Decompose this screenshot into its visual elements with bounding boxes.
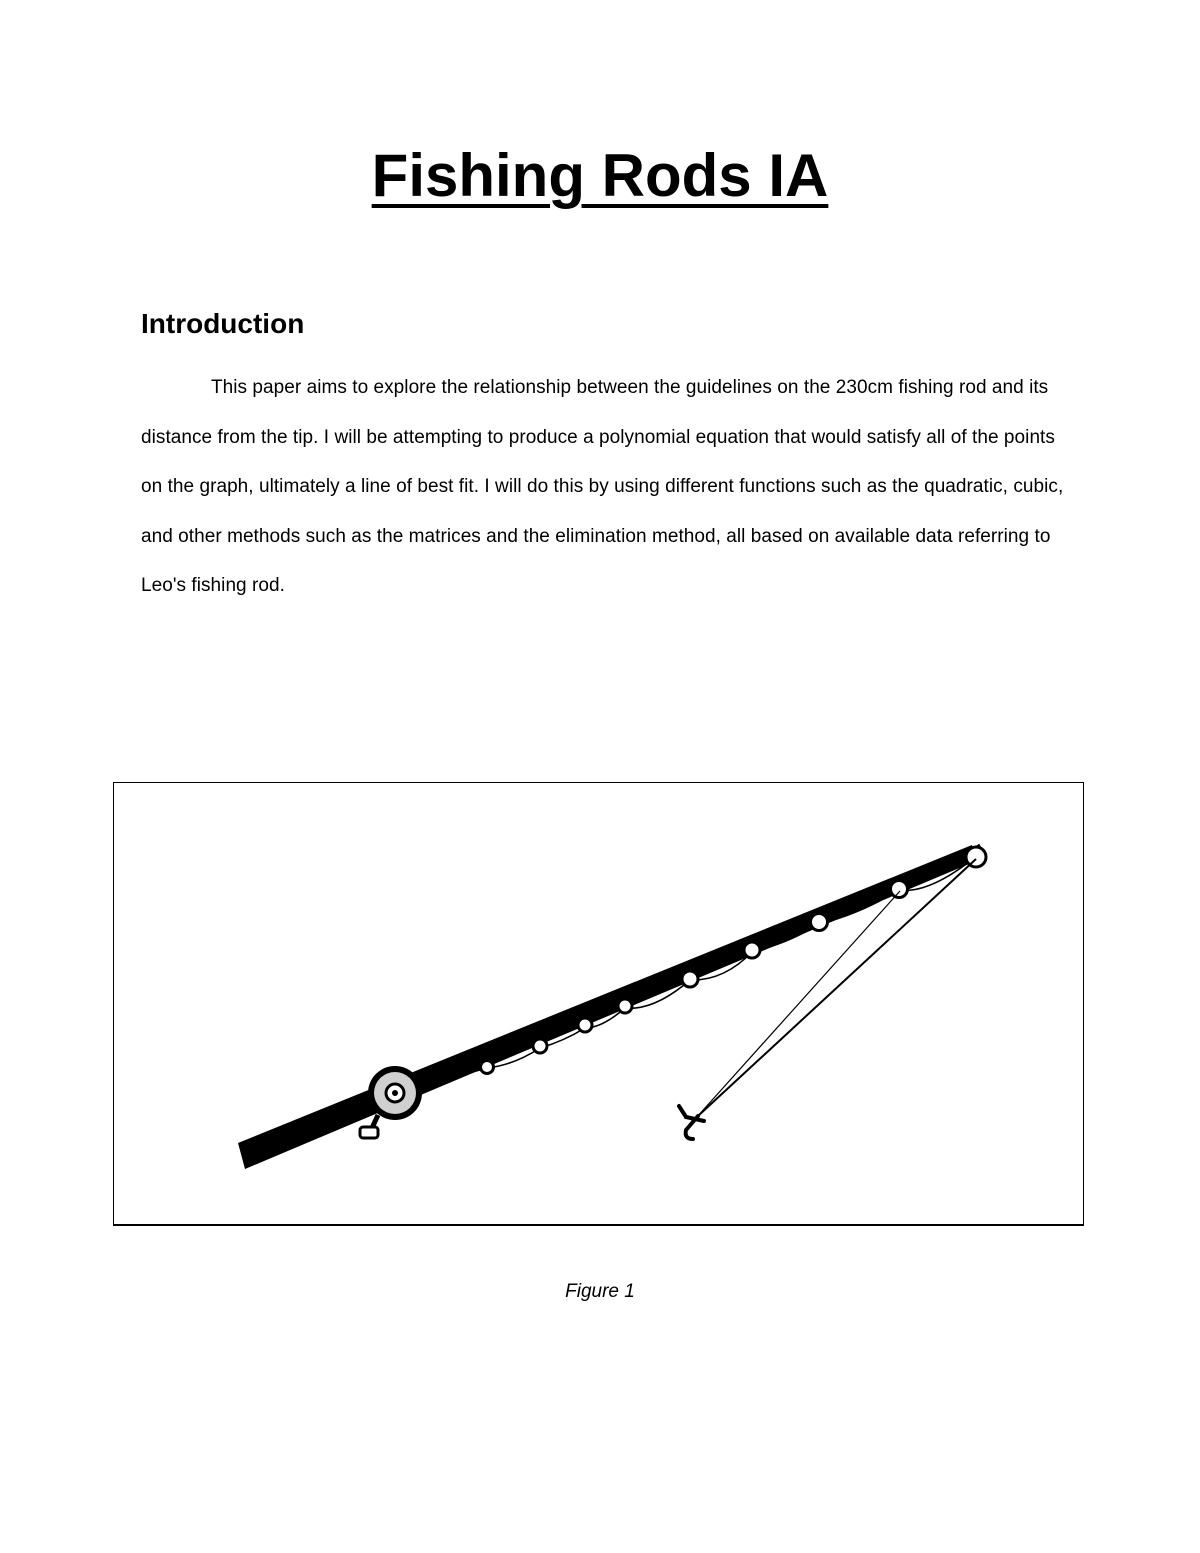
rod-blank xyxy=(238,845,976,1169)
guide-5 xyxy=(682,971,698,987)
guide-7 xyxy=(811,914,828,931)
guide-1 xyxy=(481,1061,494,1074)
section-heading-introduction: Introduction xyxy=(141,308,305,339)
guide-6 xyxy=(744,942,760,958)
guide-2 xyxy=(533,1039,547,1053)
line-to-hook xyxy=(698,859,976,1116)
guide-3 xyxy=(578,1018,592,1032)
fishing-rod-illustration xyxy=(114,783,1082,1223)
guide-8 xyxy=(891,881,908,898)
guide-4 xyxy=(618,999,632,1013)
hook-icon xyxy=(679,1106,704,1139)
figure-caption: Figure 1 xyxy=(565,1281,635,1302)
guide-tip xyxy=(966,847,986,867)
figure-1-frame xyxy=(113,782,1084,1226)
introduction-paragraph: This paper aims to explore the relationship between the guidelines on the 230cm fishing rod and its distance from the tip. I will be attempting to produce a polynomial equation that would satisfy all of the points on the graph, ultimately a line of best fit. I will do this by using different functions such as the quadratic, cubic, and other methods such as the matrices and the elimination method, all based on available data referring to Leo's fishing rod. xyxy=(141,377,1064,597)
page-title: Fishing Rods IA xyxy=(371,142,829,209)
